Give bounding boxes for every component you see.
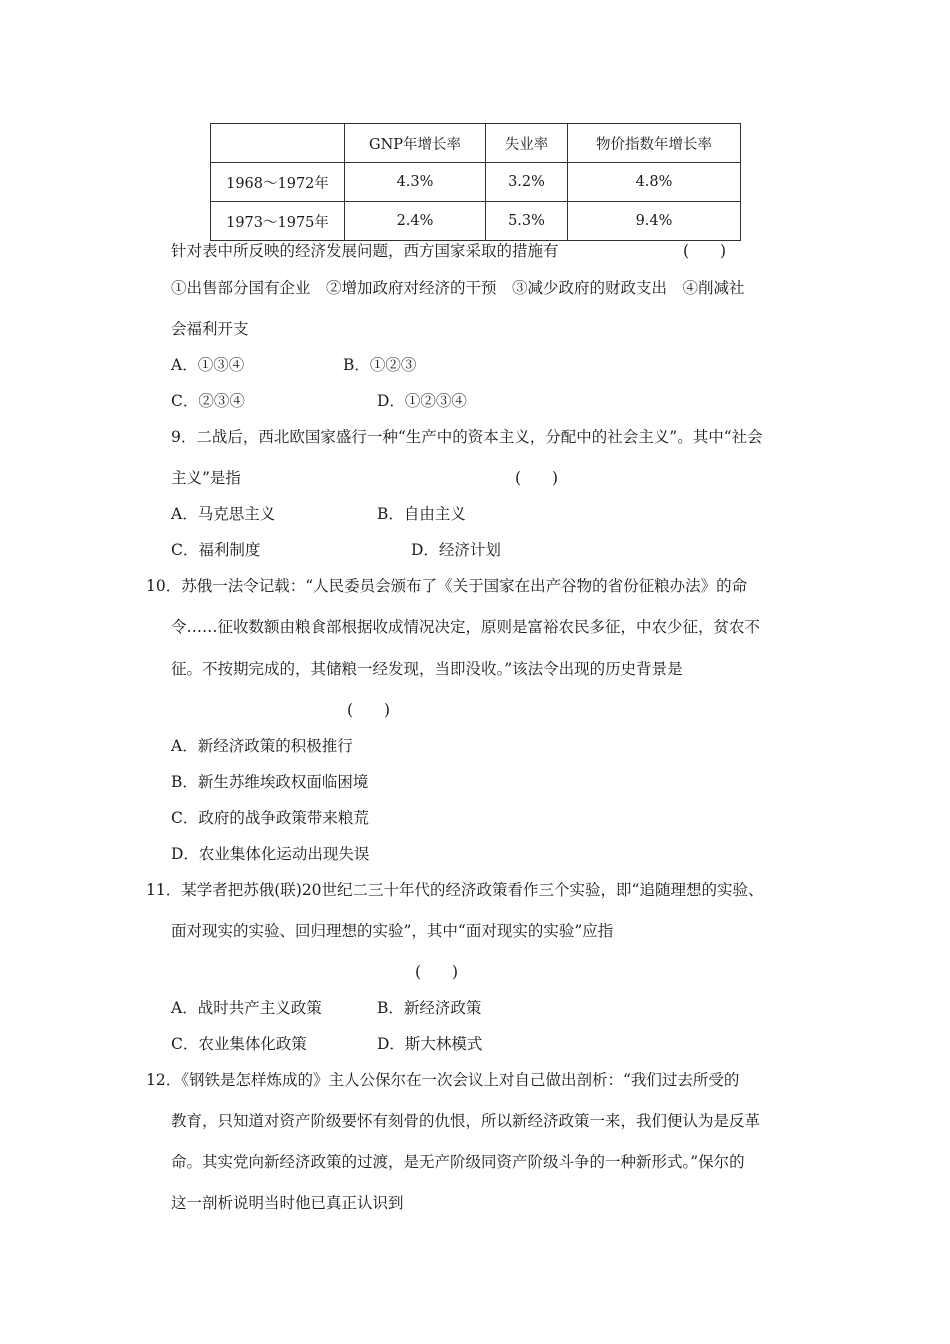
q11-option-c: C．农业集体化政策 bbox=[171, 1035, 307, 1053]
q8-items-line1: ①出售部分国有企业 ②增加政府对经济的干预 ③减少政府的财政支出 ④削减社 bbox=[171, 279, 745, 297]
q11-option-b: B．新经济政策 bbox=[377, 999, 482, 1017]
table-header-row bbox=[211, 124, 741, 163]
q12-line3: 命。其实党向新经济政策的过渡，是无产阶级同资产阶级斗争的一种新形式。”保尔的 bbox=[171, 1153, 745, 1171]
q9-option-a: A．马克思主义 bbox=[171, 505, 276, 523]
q8-option-d: D．①②③④ bbox=[377, 392, 467, 410]
table-row bbox=[211, 163, 741, 202]
table-header-cell: 物价指数年增长率 bbox=[568, 124, 741, 163]
table-cell: 2.4% bbox=[345, 202, 486, 241]
q9-option-d: D．经济计划 bbox=[411, 541, 501, 559]
q11-option-a: A．战时共产主义政策 bbox=[171, 999, 322, 1017]
q8-items-line2: 会福利开支 bbox=[171, 320, 249, 338]
table-cell: 4.8% bbox=[568, 163, 741, 202]
table-cell: 1968～1972年 bbox=[211, 163, 345, 202]
table-cell: 4.3% bbox=[345, 163, 486, 202]
q11-option-d: D．斯大林模式 bbox=[377, 1035, 483, 1053]
q12-line1: 12．《钢铁是怎样炼成的》主人公保尔在一次会议上对自己做出剖析：“我们过去所受的 bbox=[146, 1071, 740, 1089]
q10-option-d: D．农业集体化运动出现失误 bbox=[171, 845, 370, 863]
q8-option-a: A．①③④ bbox=[171, 356, 245, 374]
q11-line1: 11．某学者把苏俄(联)20世纪二三十年代的经济政策看作三个实验，即“追随理想的实验、 bbox=[146, 881, 764, 899]
table-row bbox=[211, 202, 741, 241]
q8-option-b: B．①②③ bbox=[343, 356, 417, 374]
q8-answer-paren: ( ) bbox=[683, 242, 727, 260]
q9-line1: 9．二战后，西北欧国家盛行一种“生产中的资本主义，分配中的社会主义”。其中“社会 bbox=[171, 428, 763, 446]
table-cell: 3.2% bbox=[486, 163, 568, 202]
q10-option-a: A．新经济政策的积极推行 bbox=[171, 737, 353, 755]
q8-option-c: C．②③④ bbox=[171, 392, 245, 410]
q10-option-c: C．政府的战争政策带来粮荒 bbox=[171, 809, 369, 827]
q9-line2: 主义”是指 bbox=[171, 469, 241, 487]
table-cell: 1973～1975年 bbox=[211, 202, 345, 241]
q9-answer-paren: ( ) bbox=[515, 469, 559, 487]
table-cell: 9.4% bbox=[568, 202, 741, 241]
table-header-cell: GNP年增长率 bbox=[345, 124, 486, 163]
table-header-cell bbox=[211, 124, 345, 163]
q12-line2: 教育，只知道对资产阶级要怀有刻骨的仇恨，所以新经济政策一来，我们便认为是反革 bbox=[171, 1112, 761, 1130]
table-cell: 5.3% bbox=[486, 202, 568, 241]
q9-option-c: C．福利制度 bbox=[171, 541, 261, 559]
economic-data-table bbox=[210, 123, 741, 241]
q8-stem: 针对表中所反映的经济发展问题，西方国家采取的措施有 bbox=[171, 242, 559, 260]
q12-line4: 这一剖析说明当时他已真正认识到 bbox=[171, 1194, 404, 1212]
q11-line2: 面对现实的实验、回归理想的实验”，其中“面对现实的实验”应指 bbox=[171, 922, 614, 940]
q11-answer-paren: ( ) bbox=[415, 963, 459, 981]
q10-option-b: B．新生苏维埃政权面临困境 bbox=[171, 773, 369, 791]
q10-line3: 征。不按期完成的，其储粮一经发现，当即没收。”该法令出现的历史背景是 bbox=[171, 660, 683, 678]
q10-line1: 10．苏俄一法令记载：“人民委员会颁布了《关于国家在出产谷物的省份征粮办法》的命 bbox=[146, 577, 748, 595]
table-header-cell: 失业率 bbox=[486, 124, 568, 163]
q9-option-b: B．自由主义 bbox=[377, 505, 466, 523]
q10-line2: 令……征收数额由粮食部根据收成情况决定，原则是富裕农民多征，中农少征，贫农不 bbox=[171, 618, 761, 636]
q10-answer-paren: ( ) bbox=[347, 701, 391, 719]
